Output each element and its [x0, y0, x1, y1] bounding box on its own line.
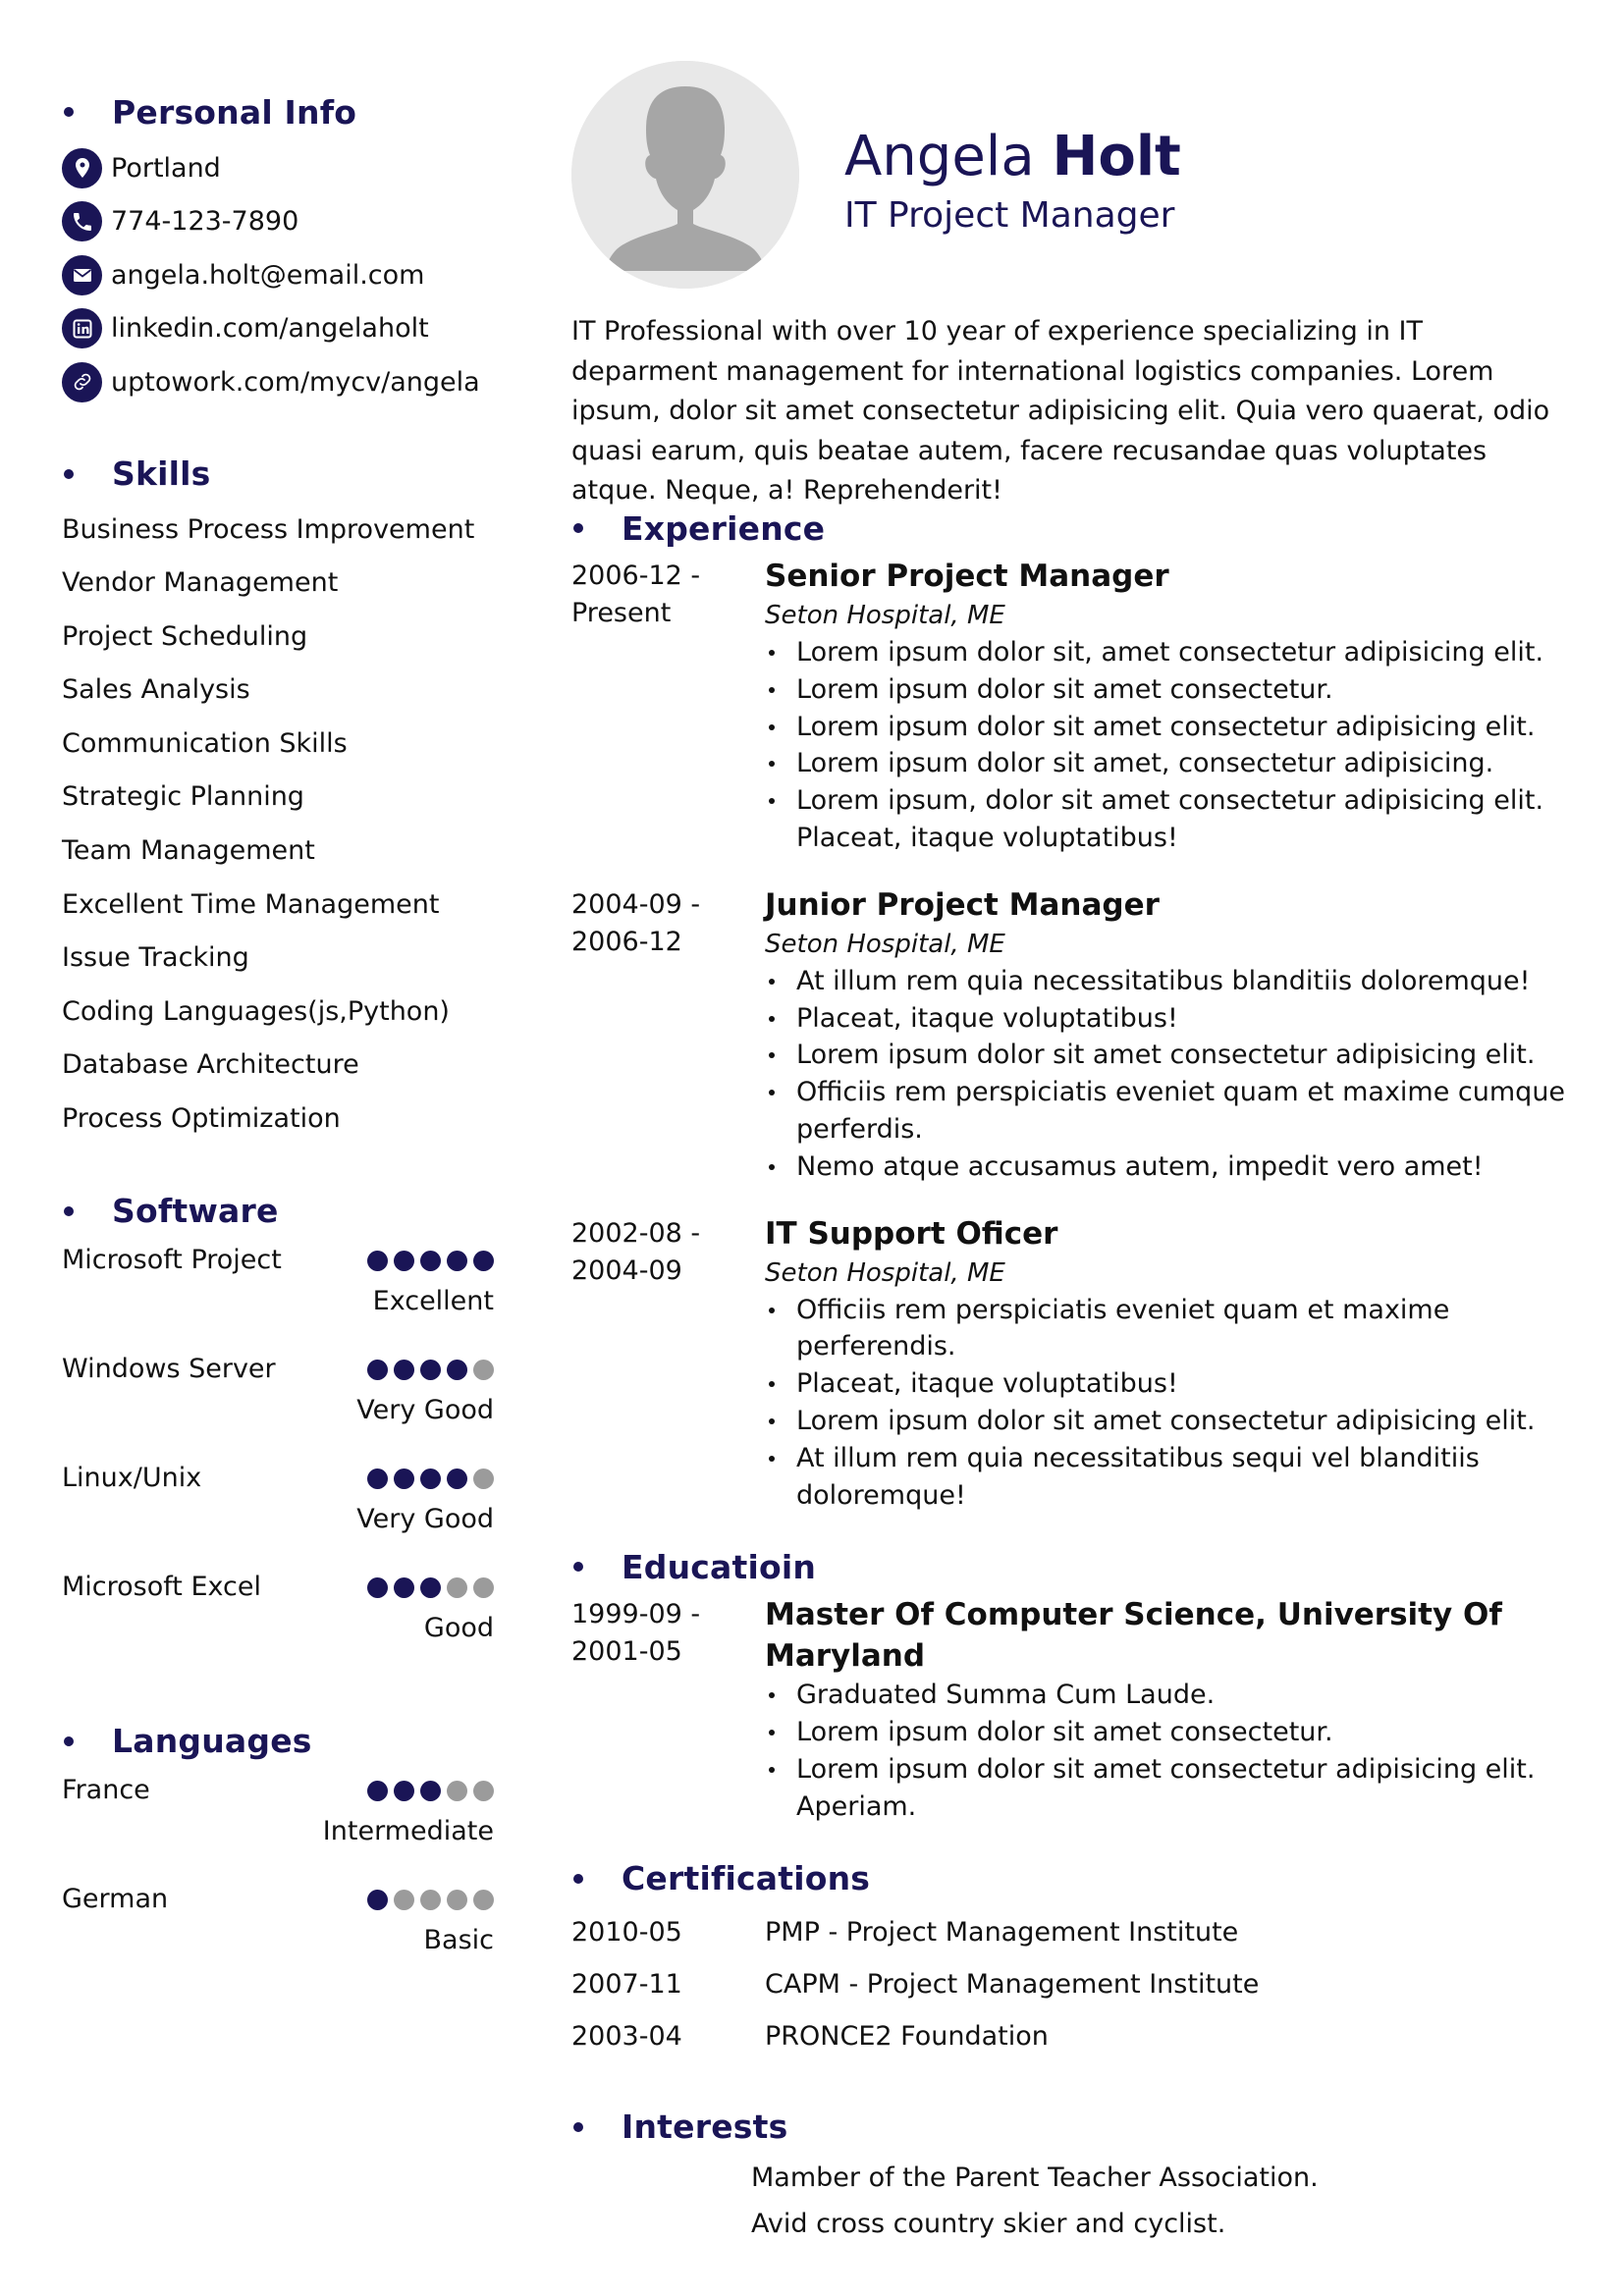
- bullet-item: Lorem ipsum dolor sit amet consectetur.: [765, 671, 1573, 709]
- rating-dot-filled: [367, 1781, 388, 1801]
- skill-item: Issue Tracking: [62, 942, 249, 974]
- certification-date: 2010-05: [571, 1916, 682, 1948]
- entry-dates: [571, 1213, 765, 1515]
- full-name: [844, 123, 1181, 191]
- certifications-heading: [571, 1853, 1573, 1904]
- date-end: 2004-09: [571, 1255, 682, 1286]
- contact-phone: [62, 195, 494, 249]
- skill-item: Team Management: [62, 835, 315, 867]
- rating-dot-empty: [447, 1890, 467, 1910]
- contact-text: Portland: [111, 152, 221, 184]
- entry-body: [765, 1213, 1573, 1515]
- entry-role: Senior Project Manager: [765, 559, 1169, 594]
- rating-dot-empty: [394, 1890, 414, 1910]
- software-name: Linux/Unix: [62, 1462, 202, 1493]
- rating-dots: [367, 1781, 494, 1801]
- skill-item: Vendor Management: [62, 567, 339, 599]
- skill-item: Business Process Improvement: [62, 513, 475, 545]
- rating-dot-empty: [473, 1781, 494, 1801]
- rating-dot-filled: [447, 1468, 467, 1489]
- skill-item: Sales Analysis: [62, 674, 250, 706]
- software-item: [62, 1459, 494, 1568]
- software-item: [62, 1350, 494, 1459]
- experience-entry: [571, 556, 1573, 857]
- software-item: [62, 1568, 494, 1677]
- contact-text: angela.holt@email.com: [111, 259, 425, 291]
- section-title: Experience: [622, 508, 826, 548]
- section-bullet: [64, 1736, 74, 1746]
- software-level: Very Good: [356, 1503, 494, 1534]
- languages-heading: [62, 1716, 494, 1767]
- section-bullet: [64, 1206, 74, 1216]
- experience-entry: [571, 884, 1573, 1186]
- linkedin-icon: [62, 308, 102, 348]
- rating-dot-filled: [420, 1360, 441, 1380]
- rating-dot-empty: [473, 1360, 494, 1380]
- education-entry: [571, 1594, 1573, 1825]
- skills-list: [62, 504, 494, 1147]
- bullet-item: At illum rem quia necessitatibus sequi vel blanditiis doloremque!: [765, 1440, 1573, 1515]
- bullet-item: Graduated Summa Cum Laude.: [765, 1677, 1573, 1714]
- interests-list: [571, 2155, 1573, 2247]
- bullet-item: Lorem ipsum dolor sit amet consectetur.: [765, 1714, 1573, 1751]
- section-title: Interests: [622, 2108, 788, 2147]
- software-level: Very Good: [356, 1394, 494, 1425]
- interest-item: Mamber of the Parent Teacher Association.: [751, 2162, 1319, 2193]
- date-end: 2006-12: [571, 926, 682, 957]
- date-start: 2002-08 -: [571, 1217, 701, 1249]
- rating-dot-filled: [420, 1577, 441, 1598]
- entry-dates: [571, 884, 765, 1186]
- software-name: Windows Server: [62, 1353, 276, 1384]
- bullet-item: Lorem ipsum dolor sit amet consectetur adipisicing elit.: [765, 709, 1573, 746]
- certification-item: [571, 1906, 1573, 1958]
- rating-dot-filled: [367, 1360, 388, 1380]
- bullet-item: Officiis rem perspiciatis eveniet quam et maxime perferendis.: [765, 1292, 1573, 1366]
- entry-org: Seton Hospital, ME: [765, 601, 1005, 630]
- interest-item: Avid cross country skier and cyclist.: [751, 2208, 1226, 2239]
- rating-dot-empty: [447, 1781, 467, 1801]
- entry-body: [765, 884, 1573, 1186]
- rating-dots: [367, 1468, 494, 1489]
- contact-location: [62, 141, 494, 195]
- skill-item: Process Optimization: [62, 1103, 341, 1135]
- certifications-section: [571, 1853, 1573, 2062]
- experience-section: [571, 503, 1573, 1514]
- entry-org: Seton Hospital, ME: [765, 1257, 1005, 1288]
- rating-dot-empty: [420, 1890, 441, 1910]
- software-heading: [62, 1186, 494, 1237]
- skills-heading: [62, 449, 494, 500]
- entry-dates: [571, 1594, 765, 1825]
- rating-dots: [367, 1577, 494, 1598]
- certifications-list: [571, 1906, 1573, 2062]
- entry-role: IT Support Oficer: [765, 1215, 1058, 1252]
- last-name: Holt: [1052, 125, 1181, 188]
- rating-dot-filled: [367, 1890, 388, 1910]
- rating-dot-filled: [394, 1360, 414, 1380]
- entry-bullets: [765, 1677, 1573, 1825]
- section-bullet: [64, 107, 74, 117]
- rating-dot-filled: [394, 1577, 414, 1598]
- personal-info-heading: [62, 86, 494, 137]
- certification-name: CAPM - Project Management Institute: [765, 1968, 1260, 2000]
- language-level: Intermediate: [322, 1815, 494, 1846]
- date-end: Present: [571, 598, 672, 628]
- certification-date: 2007-11: [571, 1968, 682, 2000]
- rating-dot-empty: [473, 1890, 494, 1910]
- rating-dots: [367, 1251, 494, 1271]
- entry-bullets: [765, 634, 1573, 857]
- section-title: Languages: [112, 1722, 312, 1761]
- rating-dot-filled: [473, 1251, 494, 1271]
- contact-list: [62, 141, 494, 409]
- skill-item: Coding Languages(js,Python): [62, 995, 450, 1027]
- date-start: 2006-12 -: [571, 561, 701, 591]
- profile-photo-placeholder: [571, 61, 799, 289]
- skill-item: Database Architecture: [62, 1049, 359, 1081]
- skill-item: Strategic Planning: [62, 781, 304, 813]
- rating-dot-filled: [420, 1468, 441, 1489]
- interests-heading: [571, 2102, 1573, 2153]
- education-heading: [571, 1541, 1573, 1592]
- rating-dot-filled: [394, 1468, 414, 1489]
- experience-entry: [571, 1213, 1573, 1515]
- language-item: [62, 1880, 494, 1989]
- rating-dot-filled: [394, 1251, 414, 1271]
- section-title: Educatioin: [622, 1547, 817, 1586]
- rating-dot-empty: [473, 1468, 494, 1489]
- entry-body: [765, 1594, 1573, 1825]
- rating-dot-empty: [447, 1577, 467, 1598]
- software-name: Microsoft Project: [62, 1244, 282, 1275]
- entry-bullets: [765, 963, 1573, 1186]
- date-end: 2001-05: [571, 1636, 682, 1668]
- phone-icon: [62, 201, 102, 241]
- profile-summary: IT Professional with over 10 year of experience specializing in IT deparment management for international logistics companies. Lorem ipsum, dolor sit amet consectetur adipisicing elit. Quia vero quaerat, odio quasi earum, quis beatae autem, facere recusandae quas voluptates atque. Neque, a! Reprehenderit!: [571, 316, 1550, 506]
- entry-degree: Master Of Computer Science, University Of Maryland: [765, 1597, 1502, 1675]
- certification-name: PRONCE2 Foundation: [765, 2020, 1049, 2052]
- entry-dates: [571, 556, 765, 857]
- section-bullet: [573, 2122, 583, 2132]
- software-level: Excellent: [372, 1285, 494, 1316]
- contact-email: [62, 248, 494, 302]
- entry-body: [765, 556, 1573, 857]
- job-title: IT Project Manager: [844, 195, 1175, 236]
- bullet-item: Lorem ipsum dolor sit amet consectetur adipisicing elit. Aperiam.: [765, 1751, 1573, 1826]
- language-level: Basic: [423, 1924, 494, 1955]
- section-title: Skills: [112, 454, 211, 493]
- date-start: 1999-09 -: [571, 1599, 701, 1630]
- link-icon: [62, 362, 102, 402]
- bullet-item: Lorem ipsum dolor sit amet, consectetur adipisicing.: [765, 745, 1573, 782]
- section-title: Software: [112, 1192, 279, 1231]
- skill-item: Excellent Time Management: [62, 888, 440, 920]
- bullet-item: Nemo atque accusamus autem, impedit vero amet!: [765, 1148, 1573, 1186]
- rating-dot-filled: [367, 1251, 388, 1271]
- rating-dot-filled: [447, 1360, 467, 1380]
- rating-dot-filled: [420, 1251, 441, 1271]
- language-item: [62, 1771, 494, 1880]
- rating-dots: [367, 1890, 494, 1910]
- bullet-item: Lorem ipsum dolor sit amet consectetur adipisicing elit.: [765, 1037, 1573, 1074]
- contact-text: uptowork.com/mycv/angela: [111, 366, 480, 398]
- rating-dot-filled: [367, 1577, 388, 1598]
- software-name: Microsoft Excel: [62, 1571, 261, 1602]
- certification-item: [571, 1958, 1573, 2010]
- contact-text: linkedin.com/angelaholt: [111, 313, 429, 345]
- rating-dot-filled: [447, 1251, 467, 1271]
- bullet-item: Officiis rem perspiciatis eveniet quam et maxime cumque perferdis.: [765, 1074, 1573, 1148]
- envelope-icon: [62, 255, 102, 295]
- section-bullet: [573, 523, 583, 533]
- entry-bullets: [765, 1292, 1573, 1515]
- date-start: 2004-09 -: [571, 888, 701, 920]
- rating-dot-filled: [367, 1468, 388, 1489]
- software-level: Good: [423, 1612, 494, 1643]
- section-title: Certifications: [622, 1859, 871, 1898]
- interests-section: [571, 2102, 1573, 2247]
- languages-list: [62, 1771, 494, 1989]
- rating-dot-filled: [420, 1781, 441, 1801]
- certification-item: [571, 2010, 1573, 2062]
- person-silhouette-icon: [571, 61, 799, 289]
- skill-item: Communication Skills: [62, 727, 348, 759]
- entry-org: Seton Hospital, ME: [765, 929, 1005, 959]
- bullet-item: Lorem ipsum, dolor sit amet consectetur adipisicing elit. Placeat, itaque voluptatibus!: [765, 782, 1573, 857]
- bullet-item: Lorem ipsum dolor sit amet consectetur adipisicing elit.: [765, 1403, 1573, 1440]
- education-section: [571, 1541, 1573, 1825]
- bullet-item: Placeat, itaque voluptatibus!: [765, 1000, 1573, 1038]
- right-column: [571, 503, 1573, 2247]
- language-name: German: [62, 1883, 169, 1914]
- software-item: [62, 1241, 494, 1350]
- section-title: Personal Info: [112, 92, 357, 132]
- bullet-item: Placeat, itaque voluptatibus!: [765, 1365, 1573, 1403]
- rating-dot-filled: [394, 1781, 414, 1801]
- contact-linkedin: [62, 302, 494, 356]
- certification-date: 2003-04: [571, 2020, 682, 2052]
- contact-text: 774-123-7890: [111, 206, 299, 238]
- bullet-item: Lorem ipsum dolor sit, amet consectetur adipisicing elit.: [765, 634, 1573, 671]
- section-bullet: [64, 469, 74, 479]
- certification-name: PMP - Project Management Institute: [765, 1916, 1239, 1948]
- software-list: [62, 1241, 494, 1677]
- entry-role: Junior Project Manager: [765, 886, 1160, 923]
- left-column: [62, 86, 494, 2028]
- contact-website: [62, 355, 494, 409]
- location-pin-icon: [62, 148, 102, 188]
- experience-heading: [571, 503, 1573, 554]
- skill-item: Project Scheduling: [62, 620, 308, 652]
- rating-dot-empty: [473, 1577, 494, 1598]
- bullet-item: At illum rem quia necessitatibus blanditiis doloremque!: [765, 963, 1573, 1000]
- section-bullet: [573, 1562, 583, 1572]
- section-bullet: [573, 1874, 583, 1884]
- language-name: France: [62, 1774, 150, 1805]
- name-block: [844, 123, 1181, 239]
- rating-dots: [367, 1360, 494, 1380]
- first-name: Angela: [844, 125, 1035, 188]
